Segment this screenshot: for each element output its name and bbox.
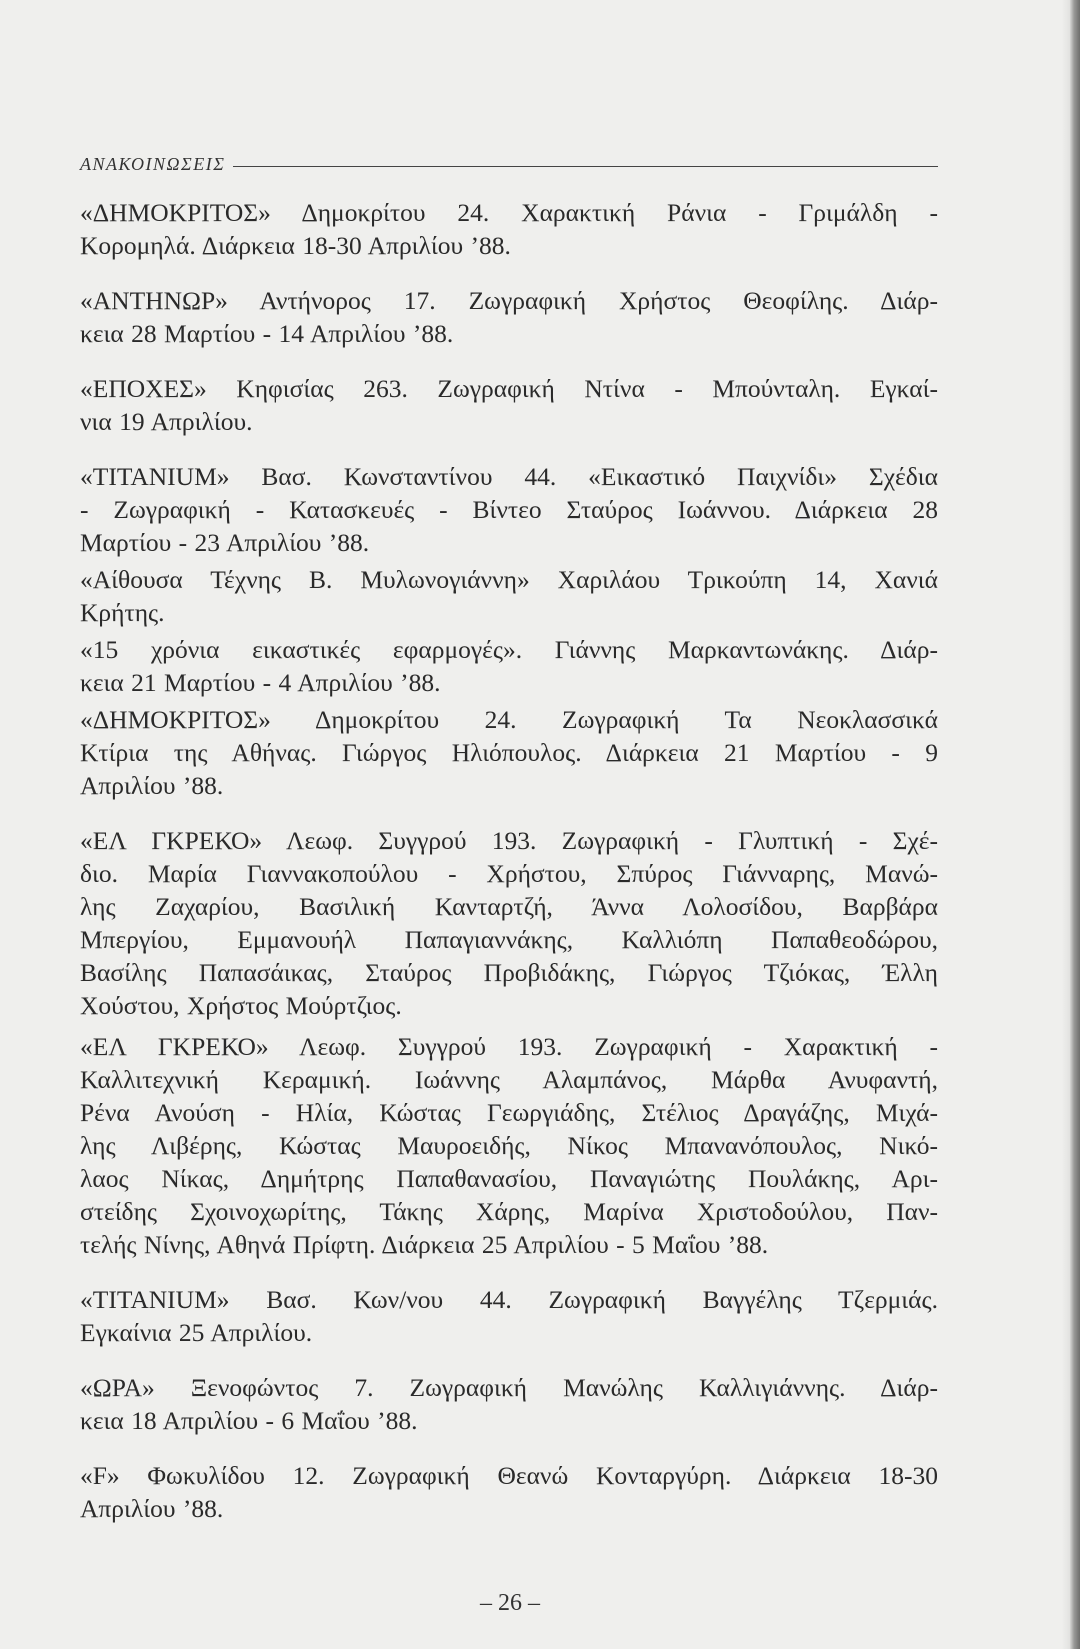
page-number: – 26 –	[480, 1590, 540, 1616]
text-line: στείδης Σχοινοχωρίτης, Τάκης Χάρης, Μαρίνα Χριστοδούλου, Παν-	[80, 1197, 938, 1226]
text-line: «TITANIUM» Βασ. Κωνσταντίνου 44. «Εικαστικό Παιχνίδι» Σχέδια	[80, 462, 938, 491]
text-line: «Αίθουσα Τέχνης Β. Μυλωνογιάννη» Χαριλάου Τρικούπη 14, Χανιά	[80, 565, 938, 594]
announcement-entry	[80, 1283, 938, 1349]
announcement-entry	[80, 372, 938, 438]
announcement-entry	[80, 703, 938, 802]
running-header	[80, 152, 938, 176]
text-line: Βασίλης Παπασάικας, Σταύρος Προβιδάκης, Γιώργος Τζιόκας, Έλλη	[80, 958, 938, 987]
text-line: Χούστου, Χρήστος Μούρτζιος.	[80, 991, 402, 1020]
text-line: «ΕΠΟΧΕΣ» Κηφισίας 263. Ζωγραφική Ντίνα - Μπούνταλη. Εγκαί-	[80, 374, 938, 403]
text-line: «ΑΝΤΗΝΩΡ» Αντήνορος 17. Ζωγραφική Χρήστος Θεοφίλης. Διάρ-	[80, 286, 938, 315]
text-line: Μπεργίου, Εμμανουήλ Παπαγιαννάκης, Καλλιόπη Παπαθεοδώρου,	[80, 925, 938, 954]
text-line: Ρένα Ανούση - Ηλία, Κώστας Γεωργιάδης, Στέλιος Δραγάζης, Μιχά-	[80, 1098, 938, 1127]
page-edge	[1070, 0, 1080, 1649]
text-line: «ΕΛ ΓΚΡΕΚΟ» Λεωφ. Συγγρού 193. Ζωγραφική - Γλυπτική - Σχέ-	[80, 826, 938, 855]
text-line: «15 χρόνια εικαστικές εφαρμογές». Γιάννης Μαρκαντωνάκης. Διάρ-	[80, 635, 938, 664]
text-line: Απριλίου ’88.	[80, 1494, 224, 1523]
text-line: - Ζωγραφική - Κατασκευές - Βίντεο Σταύρος Ιωάννου. Διάρκεια 28	[80, 495, 938, 524]
text-line: Κρήτης.	[80, 598, 165, 627]
text-line: Απριλίου ’88.	[80, 771, 224, 800]
page-shadow	[1062, 0, 1070, 1649]
text-line: λης Λιβέρης, Κώστας Μαυροειδής, Νίκος Μπανανόπουλος, Νικό-	[80, 1131, 938, 1160]
text-line: Μαρτίου - 23 Απριλίου ’88.	[80, 528, 370, 557]
announcement-entry	[80, 633, 938, 699]
text-line: «ΔΗΜΟΚΡΙΤΟΣ» Δημοκρίτου 24. Χαρακτική Ράνια - Γριμάλδη -	[80, 198, 938, 227]
text-line: κεια 28 Μαρτίου - 14 Απριλίου ’88.	[80, 319, 454, 348]
text-line: Κτίρια της Αθήνας. Γιώργος Ηλιόπουλος. Διάρκεια 21 Μαρτίου - 9	[80, 738, 938, 767]
announcement-entry	[80, 1459, 938, 1525]
announcement-entry	[80, 196, 938, 262]
header-rule	[233, 166, 938, 167]
text-line: τελής Νίνης, Αθηνά Πρίφτη. Διάρκεια 25 Απριλίου - 5 Μαΐου ’88.	[80, 1230, 769, 1259]
section-title: ΑΝΑΚΟΙΝΩΣΕΙΣ	[80, 153, 226, 174]
text-line: κεια 18 Απριλίου - 6 Μαΐου ’88.	[80, 1406, 418, 1435]
text-line: «F» Φωκυλίδου 12. Ζωγραφική Θεανώ Κονταργύρη. Διάρκεια 18-30	[80, 1461, 938, 1490]
announcement-entry	[80, 1030, 938, 1261]
announcement-entry	[80, 824, 938, 1022]
text-line: νια 19 Απριλίου.	[80, 407, 253, 436]
text-line: «ΔΗΜΟΚΡΙΤΟΣ» Δημοκρίτου 24. Ζωγραφική Τα Νεοκλασσικά	[80, 705, 938, 734]
announcement-entry	[80, 1371, 938, 1437]
text-line: «ΩΡΑ» Ξενοφώντος 7. Ζωγραφική Μανώλης Καλλιγιάννης. Διάρ-	[80, 1373, 938, 1402]
text-line: λης Ζαχαρίου, Βασιλική Κανταρτζή, Άννα Λολοσίδου, Βαρβάρα	[80, 892, 938, 921]
text-line: κεια 21 Μαρτίου - 4 Απριλίου ’88.	[80, 668, 441, 697]
announcement-entry	[80, 563, 938, 629]
text-line: διο. Μαρία Γιαννακοπούλου - Χρήστου, Σπύρος Γιάνναρης, Μανώ-	[80, 859, 938, 888]
text-line: Καλλιτεχνική Κεραμική. Ιωάννης Αλαμπάνος, Μάρθα Ανυφαντή,	[80, 1065, 938, 1094]
text-line: λαος Νίκας, Δημήτρης Παπαθανασίου, Παναγιώτης Πουλάκης, Αρι-	[80, 1164, 938, 1193]
text-line: Εγκαίνια 25 Απριλίου.	[80, 1318, 313, 1347]
text-line: «TITANIUM» Βασ. Κων/νου 44. Ζωγραφική Βαγγέλης Τζερμιάς.	[80, 1285, 938, 1314]
announcement-entry	[80, 460, 938, 559]
text-line: «ΕΛ ΓΚΡΕΚΟ» Λεωφ. Συγγρού 193. Ζωγραφική - Χαρακτική -	[80, 1032, 938, 1061]
text-line: Κορομηλά. Διάρκεια 18-30 Απριλίου ’88.	[80, 231, 511, 260]
announcements-list	[80, 196, 938, 1525]
announcement-entry	[80, 284, 938, 350]
